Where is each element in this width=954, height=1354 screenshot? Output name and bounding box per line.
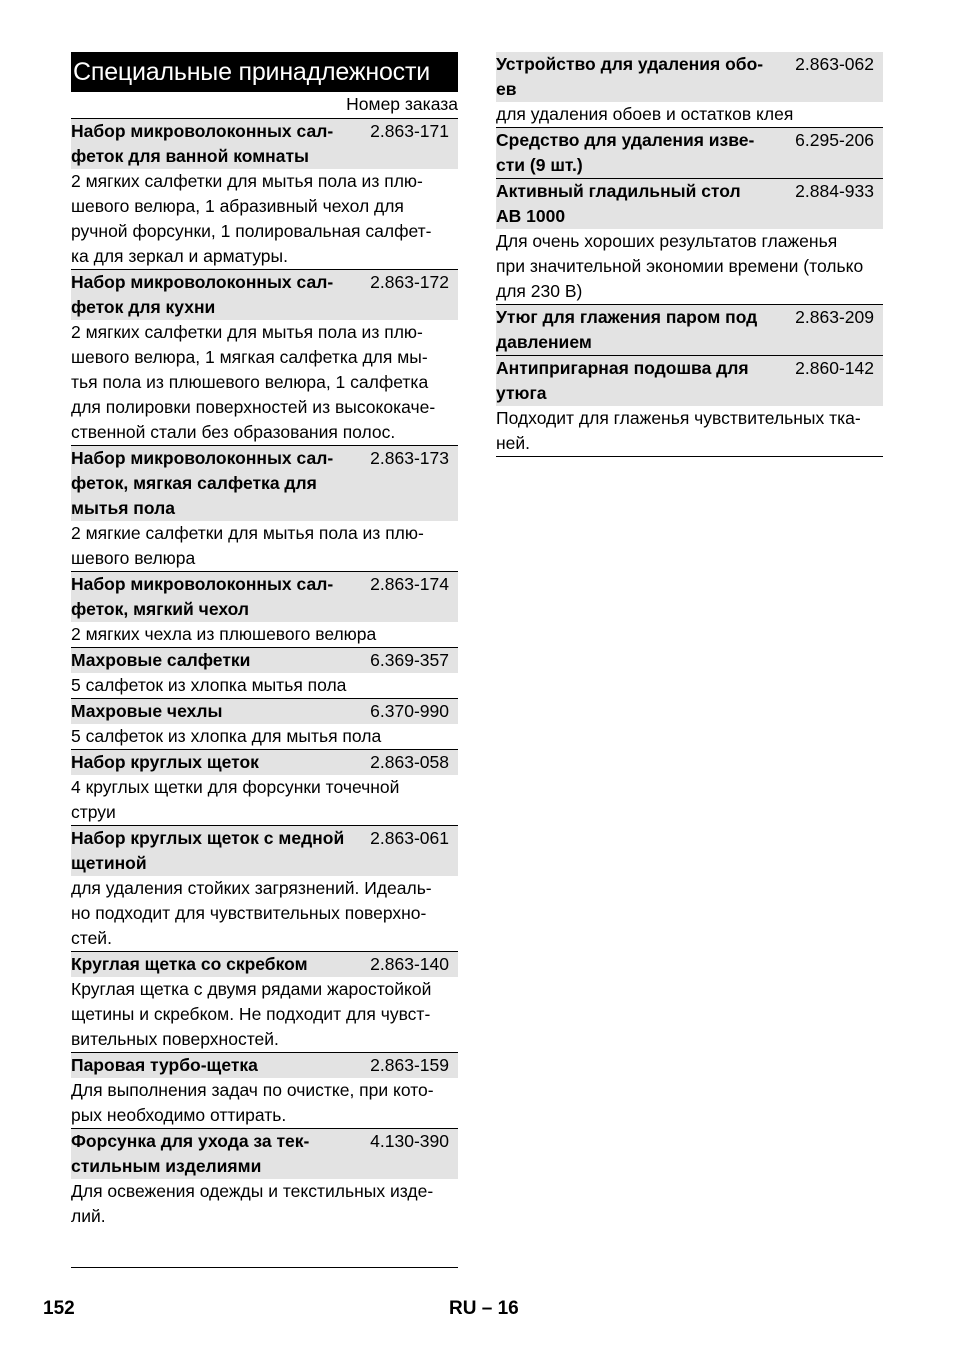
accessory-name: Антипригарная подошва для утюга xyxy=(496,358,749,403)
accessory-description: Для выполнения задач по очистке, при кото- рых необходимо оттирать. xyxy=(71,1080,434,1125)
accessory-description: 5 салфеток из хлопка мытья пола xyxy=(71,675,347,695)
accessory-description: 2 мягких салфетки для мытья пола из плю- шевого велюра, 1 абразивный чехол для ручной форсунки, 1 полировальная салфет- ка для зеркал и арматуры. xyxy=(71,171,432,266)
accessory-description: Круглая щетка с двумя рядами жаростойкой щетины и скребком. Не подходит для чувст- вительных поверхностей. xyxy=(71,979,432,1049)
accessory-header xyxy=(71,648,458,673)
accessory-item xyxy=(71,1128,458,1229)
accessory-header xyxy=(71,750,458,775)
accessory-header xyxy=(71,119,458,169)
accessory-description: 4 круглых щетки для форсунки точечной струи xyxy=(71,777,400,822)
accessory-name: Набор микроволоконных сал- феток, мягкая салфетка для мытья пола xyxy=(71,448,334,518)
accessory-name: Паровая турбо-щетка xyxy=(71,1055,258,1075)
order-number: 2.860-142 xyxy=(795,358,874,378)
left-column xyxy=(71,52,458,1268)
accessory-header xyxy=(71,952,458,977)
page-number: 152 xyxy=(43,1298,75,1319)
accessory-item xyxy=(71,269,458,445)
accessory-item xyxy=(71,698,458,749)
accessory-header xyxy=(71,270,458,320)
accessory-description: 2 мягкие салфетки для мытья пола из плю- шевого велюра xyxy=(71,523,424,568)
order-number: 2.863-209 xyxy=(795,307,874,327)
accessory-header xyxy=(496,356,883,406)
accessory-item xyxy=(496,355,883,456)
accessory-header xyxy=(496,52,883,102)
accessory-description: 2 мягких чехла из плюшевого велюра xyxy=(71,624,377,644)
order-number: 2.863-172 xyxy=(370,272,449,292)
accessory-name: Средство для удаления изве- сти (9 шт.) xyxy=(496,130,755,175)
right-column xyxy=(496,52,883,457)
divider xyxy=(71,1267,458,1268)
accessory-description: для удаления обоев и остатков клея xyxy=(496,104,794,124)
order-number: 2.863-174 xyxy=(370,574,449,594)
accessory-name: Набор круглых щеток с медной щетиной xyxy=(71,828,345,873)
accessory-description: Для очень хороших результатов глаженья при значительной экономии времени (только для 230 В) xyxy=(496,231,864,301)
accessory-header xyxy=(496,179,883,229)
accessory-description: 2 мягких салфетки для мытья пола из плю- шевого велюра, 1 мягкая салфетка для мы- тья пола из плюшевого велюра, 1 салфетка для полировки поверхностей из высококаче- ственной стали без образования полос. xyxy=(71,322,436,442)
accessory-header xyxy=(71,1053,458,1078)
accessory-item xyxy=(71,118,458,269)
accessory-item xyxy=(496,304,883,355)
accessory-item xyxy=(71,445,458,571)
order-number: 2.863-140 xyxy=(370,954,449,974)
order-number: 6.370-990 xyxy=(370,701,449,721)
accessory-list-left xyxy=(71,118,458,1229)
page-title: Специальные принадлежности xyxy=(71,52,458,92)
accessory-header xyxy=(71,826,458,876)
accessory-item xyxy=(71,647,458,698)
divider xyxy=(496,456,883,457)
accessory-name: Круглая щетка со скребком xyxy=(71,954,308,974)
accessory-name: Набор микроволоконных сал- феток для кухни xyxy=(71,272,334,317)
accessory-description: Подходит для глаженья чувствительных тка- ней. xyxy=(496,408,861,453)
accessory-item xyxy=(496,127,883,178)
accessory-item xyxy=(71,749,458,825)
accessory-item xyxy=(496,52,883,127)
accessory-name: Махровые чехлы xyxy=(71,701,223,721)
accessory-header xyxy=(71,446,458,521)
accessory-name: Устройство для удаления обо- ев xyxy=(496,54,764,99)
accessory-description: для удаления стойких загрязнений. Идеаль- но подходит для чувствительных поверхно- стей. xyxy=(71,878,432,948)
accessory-name: Набор микроволоконных сал- феток, мягкий чехол xyxy=(71,574,334,619)
order-number: 2.863-061 xyxy=(370,828,449,848)
accessory-item xyxy=(71,951,458,1052)
accessory-header xyxy=(496,305,883,355)
accessory-name: Утюг для глажения паром под давлением xyxy=(496,307,758,352)
accessory-header xyxy=(71,699,458,724)
accessory-item xyxy=(71,1052,458,1128)
order-number: 6.369-357 xyxy=(370,650,449,670)
accessory-description: 5 салфеток из хлопка для мытья пола xyxy=(71,726,382,746)
order-number: 2.863-173 xyxy=(370,448,449,468)
accessory-list-right xyxy=(496,52,883,456)
order-number: 2.863-058 xyxy=(370,752,449,772)
accessory-header xyxy=(496,128,883,178)
accessory-name: Форсунка для ухода за тек- стильным изделиями xyxy=(71,1131,310,1176)
order-number-label: Номер заказа xyxy=(346,94,458,114)
accessory-name: Набор микроволоконных сал- феток для ванной комнаты xyxy=(71,121,334,166)
accessory-item xyxy=(496,178,883,304)
accessory-item xyxy=(71,825,458,951)
accessory-item xyxy=(71,571,458,647)
order-number: 2.884-933 xyxy=(795,181,874,201)
order-number: 2.863-171 xyxy=(370,121,449,141)
accessory-description: Для освежения одежды и текстильных изде- лий. xyxy=(71,1181,434,1226)
accessory-header xyxy=(71,572,458,622)
section-label: RU – 16 xyxy=(449,1298,519,1319)
order-number: 4.130-390 xyxy=(370,1131,449,1151)
accessory-name: Набор круглых щеток xyxy=(71,752,259,772)
accessory-name: Махровые салфетки xyxy=(71,650,251,670)
accessory-name: Активный гладильный стол AB 1000 xyxy=(496,181,741,226)
accessory-header xyxy=(71,1129,458,1179)
order-number: 6.295-206 xyxy=(795,130,874,150)
order-number: 2.863-062 xyxy=(795,54,874,74)
order-number: 2.863-159 xyxy=(370,1055,449,1075)
